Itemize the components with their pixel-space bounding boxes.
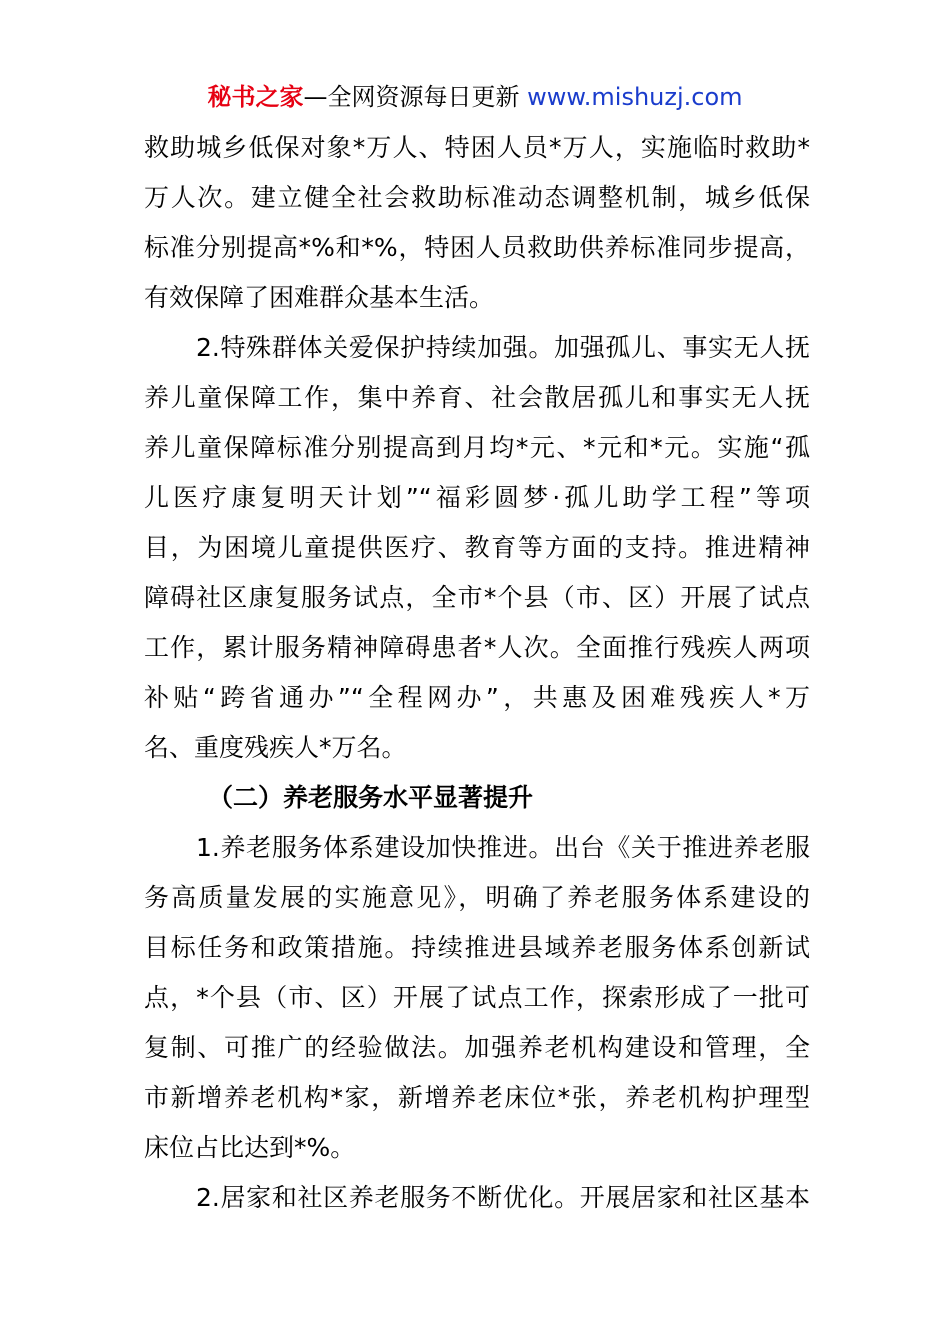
text-line: 目标任务和政策措施。持续推进县域养老服务体系创新试 — [144, 933, 810, 962]
text-line: 障碍社区康复服务试点，全市*个县（市、区）开展了试点 — [144, 583, 810, 612]
site-url[interactable]: www.mishuzj.com — [527, 83, 743, 111]
section-heading: （二）养老服务水平显著提升 — [208, 783, 534, 812]
document-body — [144, 123, 810, 1223]
paragraph — [144, 323, 810, 773]
text-line: 有效保障了困难群众基本生活。 — [144, 283, 495, 312]
text-line: 儿医疗康复明天计划”“福彩圆梦·孤儿助学工程”等项 — [144, 483, 810, 512]
header-tagline: —全网资源每日更新 — [303, 83, 528, 111]
text-line: 养儿童保障标准分别提高到月均*元、*元和*元。实施“孤 — [144, 433, 810, 462]
text-line: 2.特殊群体关爱保护持续加强。加强孤儿、事实无人抚 — [196, 333, 810, 362]
text-line: 补贴“跨省通办”“全程网办”，共惠及困难残疾人*万 — [144, 683, 810, 712]
text-line: 市新增养老机构*家，新增养老床位*张，养老机构护理型 — [144, 1083, 810, 1112]
brand-name: 秘书之家 — [207, 83, 304, 111]
text-line: 床位占比达到*%。 — [144, 1133, 356, 1162]
paragraph — [144, 123, 810, 323]
site-header — [0, 80, 950, 114]
paragraph — [144, 1173, 810, 1223]
text-line: 名、重度残疾人*万名。 — [144, 733, 407, 762]
text-line: 救助城乡低保对象*万人、特困人员*万人，实施临时救助* — [144, 133, 810, 162]
text-line: 养儿童保障工作，集中养育、社会散居孤儿和事实无人抚 — [144, 383, 810, 412]
text-line: 标准分别提高*%和*%，特困人员救助供养标准同步提高， — [144, 233, 810, 262]
paragraph — [144, 823, 810, 1173]
text-line: 工作，累计服务精神障碍患者*人次。全面推行残疾人两项 — [144, 633, 810, 662]
text-line: 1.养老服务体系建设加快推进。出台《关于推进养老服 — [196, 833, 810, 862]
text-line: 万人次。建立健全社会救助标准动态调整机制，城乡低保 — [144, 183, 810, 212]
text-line: 2.居家和社区养老服务不断优化。开展居家和社区基本 — [196, 1183, 810, 1212]
text-line: 复制、可推广的经验做法。加强养老机构建设和管理，全 — [144, 1033, 810, 1062]
text-line: 目，为困境儿童提供医疗、教育等方面的支持。推进精神 — [144, 533, 810, 562]
text-line: 务高质量发展的实施意见》，明确了养老服务体系建设的 — [144, 883, 810, 912]
text-line: 点，*个县（市、区）开展了试点工作，探索形成了一批可 — [144, 983, 810, 1012]
